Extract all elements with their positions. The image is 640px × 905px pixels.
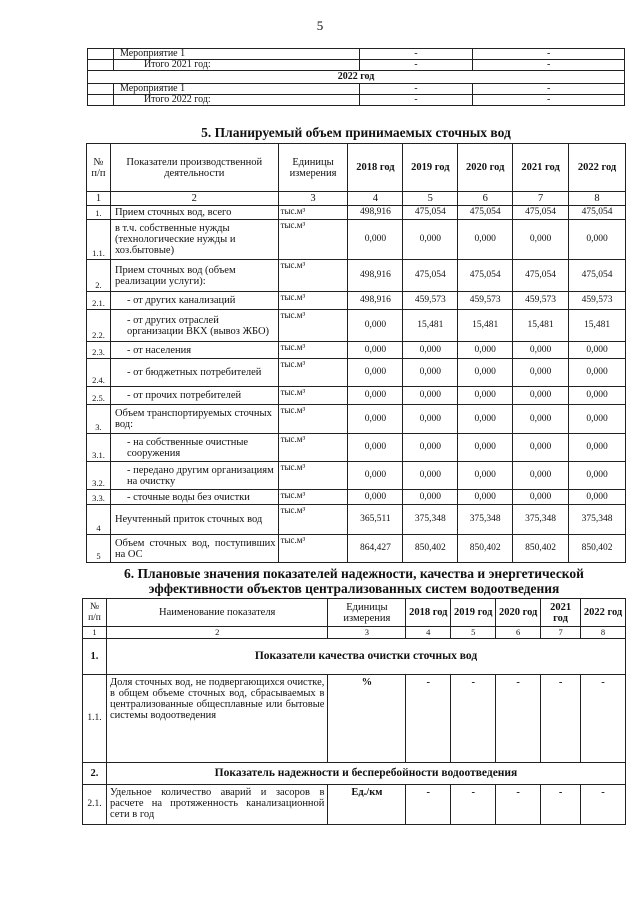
row-number: 5 bbox=[87, 535, 111, 563]
value-cell: 0,000 bbox=[569, 342, 626, 359]
header-cell: 2020 год bbox=[458, 144, 513, 192]
year-heading: 2022 год bbox=[88, 71, 625, 84]
value-cell: 0,000 bbox=[458, 434, 513, 462]
value-cell: 15,481 bbox=[569, 310, 626, 342]
value-cell: 15,481 bbox=[513, 310, 569, 342]
indicator-name: Неучтенный приток сточных вод bbox=[110, 505, 278, 535]
table-row: Итого 2021 год: - - bbox=[88, 60, 625, 71]
indicator-name: Доля сточных вод, не подвергающихся очистке, в общем объеме сточных вод, сбрасываемых в централизованные общесплавные или бытовые системы водоотведения bbox=[106, 675, 327, 763]
indicator-name: Объем транспортируемых сточных вод: bbox=[110, 405, 278, 434]
unit-cell: тыс.м³ bbox=[278, 359, 348, 387]
row-number: 3.1. bbox=[87, 434, 111, 462]
value-cell: 0,000 bbox=[458, 342, 513, 359]
table-row bbox=[87, 387, 626, 405]
row-number: 3.2. bbox=[87, 462, 111, 490]
value-cell: 475,054 bbox=[513, 206, 569, 220]
row-number: 1. bbox=[87, 206, 111, 220]
value-cell: 498,916 bbox=[348, 292, 403, 310]
value-cell: 0,000 bbox=[569, 405, 626, 434]
value-cell: 475,054 bbox=[513, 260, 569, 292]
table-row bbox=[87, 434, 626, 462]
value-cell: 0,000 bbox=[458, 359, 513, 387]
table-row: Мероприятие 1 - - bbox=[88, 49, 625, 60]
indicator-name: - от населения bbox=[110, 342, 278, 359]
table-row: 1.1. Доля сточных вод, не подвергающихся очистке, в общем объеме сточных вод, сбрасываемых в централизованные общесплавные или бытовые системы водоотведения % - - - - - bbox=[83, 675, 626, 763]
value-cell: 375,348 bbox=[513, 505, 569, 535]
indicator-name: - от других канализаций bbox=[110, 292, 278, 310]
value-cell: 0,000 bbox=[513, 359, 569, 387]
value-cell: 0,000 bbox=[403, 434, 458, 462]
column-number-row: 1 2 3 4 5 6 7 8 bbox=[87, 192, 626, 206]
value-cell: 0,000 bbox=[513, 434, 569, 462]
value-cell: 0,000 bbox=[348, 310, 403, 342]
row-number: 3. bbox=[87, 405, 111, 434]
header-cell: № п/п bbox=[87, 144, 111, 192]
table-body bbox=[87, 206, 626, 563]
value-cell: 0,000 bbox=[403, 220, 458, 260]
unit-cell: тыс.м³ bbox=[278, 505, 348, 535]
unit-cell: тыс.м³ bbox=[278, 387, 348, 405]
value-cell: 459,573 bbox=[403, 292, 458, 310]
value-cell: 475,054 bbox=[403, 260, 458, 292]
table-row: 2.1. Удельное количество аварий и засоров в расчете на протяженность канализационной сети в год Ед./км - - - - - bbox=[83, 785, 626, 825]
group-header-row: 2. Показатель надежности и бесперебойности водоотведения bbox=[83, 763, 626, 785]
indicator-name: - передано другим организациям на очистку bbox=[110, 462, 278, 490]
row-label: Мероприятие 1 bbox=[113, 84, 359, 95]
value-cell: 0,000 bbox=[458, 462, 513, 490]
value-cell: 0,000 bbox=[513, 490, 569, 505]
header-cell: 2022 год bbox=[581, 599, 626, 627]
row-label: Итого 2022 год: bbox=[113, 95, 359, 106]
indicator-name: Прием сточных вод, всего bbox=[110, 206, 278, 220]
group-title: Показатель надежности и бесперебойности водоотведения bbox=[106, 763, 625, 785]
value-cell: 0,000 bbox=[348, 490, 403, 505]
value-cell: 850,402 bbox=[513, 535, 569, 563]
value-cell: 864,427 bbox=[348, 535, 403, 563]
unit-cell: тыс.м³ bbox=[278, 292, 348, 310]
unit-cell: тыс.м³ bbox=[278, 462, 348, 490]
row-number: 4 bbox=[87, 505, 111, 535]
row-label: Итого 2021 год: bbox=[113, 60, 359, 71]
unit-cell: тыс.м³ bbox=[278, 405, 348, 434]
header-cell: Показатели производственной деятельности bbox=[110, 144, 278, 192]
unit-cell: тыс.м³ bbox=[278, 206, 348, 220]
value-cell: 375,348 bbox=[458, 505, 513, 535]
indicator-name: Объем сточных вод, поступивших на ОС bbox=[110, 535, 278, 563]
header-cell: № п/п bbox=[83, 599, 107, 627]
row-number: 2.4. bbox=[87, 359, 111, 387]
value-cell: 498,916 bbox=[348, 260, 403, 292]
indicator-name: - от других отраслей организации ВКХ (вывоз ЖБО) bbox=[110, 310, 278, 342]
value-cell: 0,000 bbox=[513, 387, 569, 405]
row-number: 1.1. bbox=[87, 220, 111, 260]
unit-cell: тыс.м³ bbox=[278, 260, 348, 292]
value-cell: 0,000 bbox=[569, 220, 626, 260]
table-row bbox=[87, 220, 626, 260]
group-title: Показатели качества очистки сточных вод bbox=[106, 639, 625, 675]
table-row bbox=[87, 342, 626, 359]
header-cell: Единицы измерения bbox=[328, 599, 406, 627]
value-cell: 850,402 bbox=[403, 535, 458, 563]
row-number: 2. bbox=[87, 260, 111, 292]
value-cell: 850,402 bbox=[458, 535, 513, 563]
value-cell: 0,000 bbox=[403, 387, 458, 405]
table-row bbox=[87, 292, 626, 310]
value-cell: 0,000 bbox=[403, 405, 458, 434]
value-cell: 15,481 bbox=[458, 310, 513, 342]
section-5-title: 5. Планируемый объем принимаемых сточных вод bbox=[201, 125, 511, 140]
reliability-indicators-table bbox=[82, 598, 626, 825]
table-row bbox=[87, 206, 626, 220]
table-header-row bbox=[83, 599, 626, 627]
value-cell: 0,000 bbox=[569, 434, 626, 462]
header-cell: Единицы измерения bbox=[278, 144, 348, 192]
value-cell: 0,000 bbox=[569, 462, 626, 490]
header-cell: 2018 год bbox=[406, 599, 451, 627]
indicator-name: Удельное количество аварий и засоров в расчете на протяженность канализационной сети в год bbox=[106, 785, 327, 825]
table-row bbox=[87, 462, 626, 490]
unit-cell: тыс.м³ bbox=[278, 342, 348, 359]
header-cell: 2021 год bbox=[541, 599, 581, 627]
table-row bbox=[87, 359, 626, 387]
value-cell: 0,000 bbox=[348, 405, 403, 434]
value-cell: 459,573 bbox=[569, 292, 626, 310]
unit-cell: Ед./км bbox=[328, 785, 406, 825]
unit-cell: тыс.м³ bbox=[278, 535, 348, 563]
value-cell: 459,573 bbox=[458, 292, 513, 310]
indicator-name: Прием сточных вод (объем реализации услуги): bbox=[110, 260, 278, 292]
value-cell: 475,054 bbox=[569, 260, 626, 292]
value-cell: 475,054 bbox=[458, 206, 513, 220]
value-cell: 0,000 bbox=[458, 405, 513, 434]
value-cell: 0,000 bbox=[348, 462, 403, 490]
header-cell: Наименование показателя bbox=[106, 599, 327, 627]
value-cell: 0,000 bbox=[569, 359, 626, 387]
value-cell: 0,000 bbox=[513, 405, 569, 434]
unit-cell: тыс.м³ bbox=[278, 220, 348, 260]
row-number: 2.2. bbox=[87, 310, 111, 342]
indicator-name: - сточные воды без очистки bbox=[110, 490, 278, 505]
value-cell: 498,916 bbox=[348, 206, 403, 220]
value-cell: 0,000 bbox=[569, 490, 626, 505]
value-cell: 0,000 bbox=[403, 490, 458, 505]
header-cell: 2022 год bbox=[569, 144, 626, 192]
unit-cell: тыс.м³ bbox=[278, 490, 348, 505]
header-cell: 2020 год bbox=[496, 599, 541, 627]
table-row bbox=[87, 260, 626, 292]
value-cell: 0,000 bbox=[403, 342, 458, 359]
row-number: 2.5. bbox=[87, 387, 111, 405]
value-cell: 0,000 bbox=[348, 434, 403, 462]
value-cell: 0,000 bbox=[458, 490, 513, 505]
value-cell: 0,000 bbox=[403, 462, 458, 490]
table-row bbox=[87, 535, 626, 563]
value-cell: 0,000 bbox=[458, 220, 513, 260]
value-cell: 0,000 bbox=[458, 387, 513, 405]
value-cell: 475,054 bbox=[458, 260, 513, 292]
column-number-row: 1 2 3 4 5 6 7 8 bbox=[83, 627, 626, 639]
row-number: 3.3. bbox=[87, 490, 111, 505]
value-cell: 0,000 bbox=[513, 342, 569, 359]
row-number: 2.1. bbox=[87, 292, 111, 310]
table-row bbox=[87, 405, 626, 434]
group-header-row: 1. Показатели качества очистки сточных вод bbox=[83, 639, 626, 675]
table-row bbox=[87, 505, 626, 535]
indicator-name: в т.ч. собственные нужды (технологические нужды и хоз.бытовые) bbox=[110, 220, 278, 260]
indicator-name: - на собственные очистные сооружения bbox=[110, 434, 278, 462]
table-row: Итого 2022 год: - - bbox=[88, 95, 625, 106]
value-cell: 15,481 bbox=[403, 310, 458, 342]
value-cell: 475,054 bbox=[403, 206, 458, 220]
value-cell: 0,000 bbox=[569, 387, 626, 405]
wastewater-volume-table bbox=[86, 143, 626, 563]
row-number: 2.3. bbox=[87, 342, 111, 359]
value-cell: 850,402 bbox=[569, 535, 626, 563]
value-cell: 0,000 bbox=[348, 359, 403, 387]
unit-cell: тыс.м³ bbox=[278, 434, 348, 462]
measures-table bbox=[87, 48, 625, 106]
indicator-name: - от прочих потребителей bbox=[110, 387, 278, 405]
value-cell: 0,000 bbox=[348, 342, 403, 359]
unit-cell: тыс.м³ bbox=[278, 310, 348, 342]
value-cell: 459,573 bbox=[513, 292, 569, 310]
value-cell: 365,511 bbox=[348, 505, 403, 535]
page-number: 5 bbox=[316, 18, 324, 33]
table-header-row bbox=[87, 144, 626, 192]
section-6-title: 6. Плановые значения показателей надежности, качества и энергетической эффективности объектов централизованных систем водоотведения bbox=[124, 566, 584, 596]
indicator-name: - от бюджетных потребителей bbox=[110, 359, 278, 387]
header-cell: 2019 год bbox=[403, 144, 458, 192]
value-cell: 375,348 bbox=[403, 505, 458, 535]
value-cell: 0,000 bbox=[513, 462, 569, 490]
header-cell: 2018 год bbox=[348, 144, 403, 192]
table-row: Мероприятие 1 - - bbox=[88, 84, 625, 95]
value-cell: 0,000 bbox=[348, 220, 403, 260]
value-cell: 475,054 bbox=[569, 206, 626, 220]
row-label: Мероприятие 1 bbox=[113, 49, 359, 60]
value-cell: 0,000 bbox=[403, 359, 458, 387]
value-cell: 0,000 bbox=[348, 387, 403, 405]
value-cell: 0,000 bbox=[513, 220, 569, 260]
table-row bbox=[87, 490, 626, 505]
table-row bbox=[88, 71, 625, 84]
unit-cell: % bbox=[328, 675, 406, 763]
table-row bbox=[87, 310, 626, 342]
value-cell: 375,348 bbox=[569, 505, 626, 535]
header-cell: 2019 год bbox=[451, 599, 496, 627]
header-cell: 2021 год bbox=[513, 144, 569, 192]
